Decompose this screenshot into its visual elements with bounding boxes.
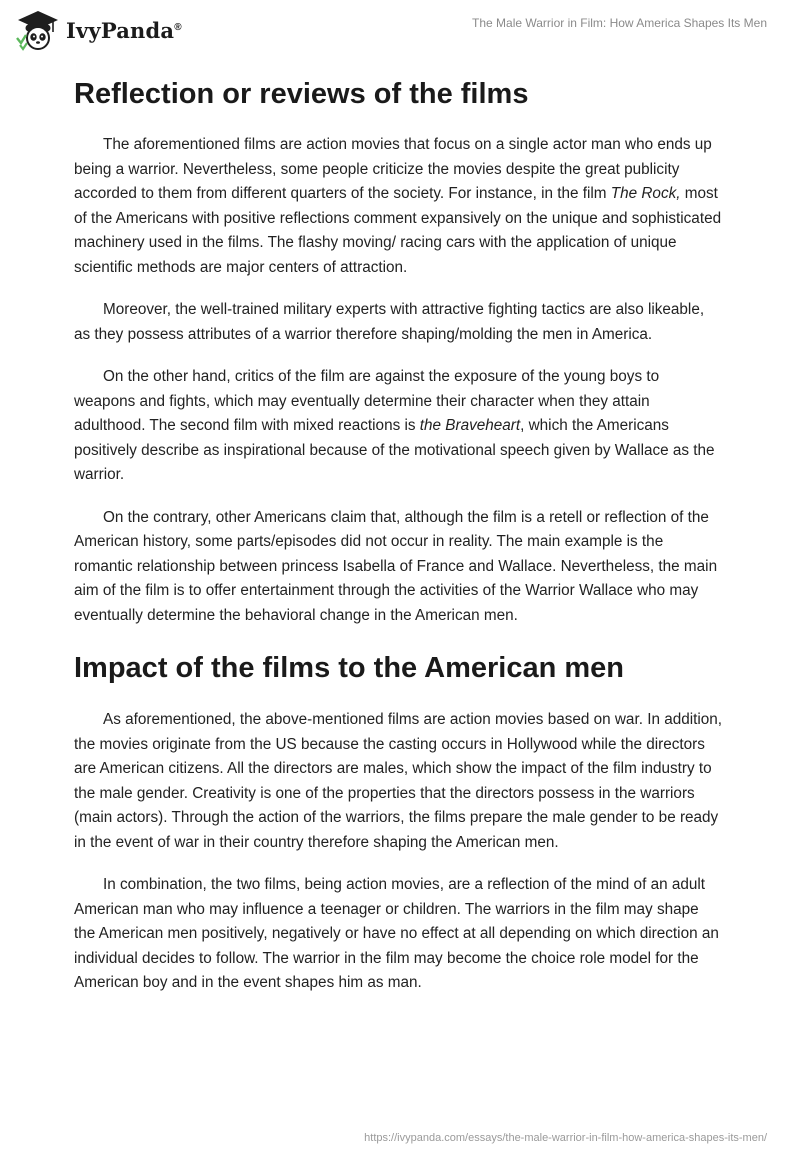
paragraph-text: On the other hand, critics of the film are against the exposure of the young boys to weapons and fights, which may eventually determine their character when they attain adulthood. The second film with mixed reactions is	[74, 368, 660, 434]
paragraph	[74, 365, 724, 488]
ivypanda-logo[interactable]	[14, 8, 182, 52]
film-title-italic: the Braveheart	[419, 417, 521, 434]
source-url[interactable]: https://ivypanda.com/essays/the-male-warrior-in-film-how-america-shapes-its-men/	[364, 1132, 767, 1144]
brand-name-text: IvyPanda	[66, 17, 175, 43]
paragraph-text: , which the Americans positively describe as inspirational because of the motivational speech given by Wallace as the warrior.	[74, 417, 715, 483]
section-heading-impact: Impact of the films to the American men	[74, 652, 625, 684]
paragraph: As aforementioned, the above-mentioned films are action movies based on war. In addition, the movies originate from the US because the casting occurs in Hollywood while the directors are American citizens. All the directors are males, which show the impact of the film industry to the male gender. Creativity is one of the properties that the directors possess in the warriors (main actors). Through the action of the warriors, the films prepare the male gender to be ready in the event of war in their country therefore shaping the American men.	[74, 711, 723, 851]
brand-name	[66, 18, 182, 43]
paragraph: Moreover, the well-trained military experts with attractive fighting tactics are also likeable, as they possess attributes of a warrior therefore shaping/molding the men in America.	[74, 301, 705, 343]
paragraph: On the contrary, other Americans claim that, although the film is a retell or reflection of the American history, some parts/episodes did not occur in reality. The main example is the romantic relationship between princess Isabella of France and Wallace. Nevertheless, the main aim of the film is to offer entertainment through the activities of the Warrior Wallace who may eventually determine the behavioral change in the American men.	[74, 508, 718, 624]
section-heading-reflection: Reflection or reviews of the films	[74, 78, 529, 110]
paragraph	[74, 133, 724, 280]
paragraph-text: most of the Americans with positive reflections comment expansively on the unique and sophisticated machinery used in the films. The flashy moving/ racing cars with the application of unique scientific methods are major centers of attraction.	[74, 185, 722, 276]
essay-content	[74, 70, 724, 1014]
paragraph-text: The aforementioned films are action movies that focus on a single actor man who ends up being a warrior. Nevertheless, some people criticize the movies despite the great publicity accorded to them from different quarters of the society. For instance, in the film	[74, 136, 712, 202]
paragraph: In combination, the two films, being action movies, are a reflection of the mind of an adult American man who may influence a teenager or children. The warriors in the film may shape the American men positively, negatively or have no effect at all depending on which direction an individual decides to follow. The warrior in the film may become the choice role model for the American boy and in the event shapes him as man.	[74, 876, 719, 991]
registered-mark: ®	[174, 21, 182, 33]
running-title: The Male Warrior in Film: How America Shapes Its Men	[472, 16, 767, 30]
panda-graduate-icon	[14, 8, 60, 52]
page-header	[0, 0, 800, 60]
film-title-italic: The Rock,	[610, 185, 681, 202]
